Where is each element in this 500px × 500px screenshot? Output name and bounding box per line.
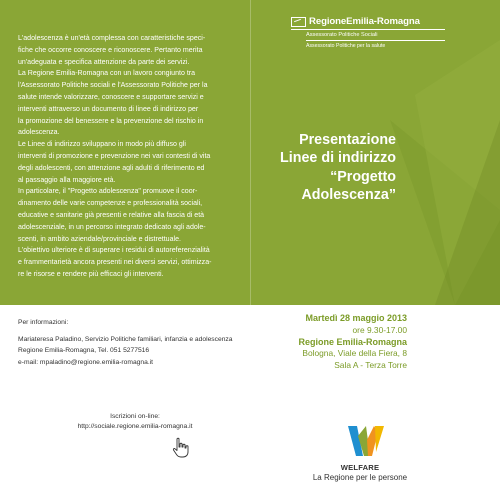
intro-line: La Regione Emilia-Romagna con un lavoro congiunto tra [18, 70, 196, 78]
logo-subtitle-social: Assessorato Politiche Sociali [306, 32, 378, 38]
intro-line: adolescenza. [18, 129, 60, 137]
contact-line: Regione Emilia-Romagna, Tel. 051 5277516 [18, 347, 150, 355]
intro-line: e frammentarietà ancora presenti nei diversi servizi, ottimizza- [18, 259, 212, 267]
intro-text [18, 33, 236, 281]
intro-line: fiche che occorre conoscere e riconoscere. Pertanto merita [18, 46, 203, 54]
intro-line: educative e sanitarie già presenti e relative alla fascia di età [18, 211, 205, 219]
intro-line: al passaggio alla maggiore età. [18, 176, 116, 184]
event-room: Sala A - Terza Torre [334, 360, 407, 371]
hand-cursor-icon [171, 437, 191, 459]
event-date: Martedì 28 maggio 2013 [305, 313, 407, 323]
welfare-name: WELFARE [340, 463, 380, 472]
intro-line: salute intende valorizzare, conoscere e supportare servizi e [18, 93, 204, 101]
signup-block [40, 412, 230, 432]
intro-line: Le Linee di indirizzo sviluppano in modo più diffuso gli [18, 141, 186, 149]
region-logo [291, 16, 471, 49]
region-logo-name: RegioneEmilia-Romagna [309, 16, 420, 27]
event-time: ore 9.30-17.00 [352, 324, 407, 335]
signup-label: Iscrizioni on-line: [110, 413, 160, 420]
intro-line: In particolare, il "Progetto adolescenza" promuove il coor- [18, 188, 198, 196]
intro-line: adolescenziale, in un percorso integrato dedicato agli adole- [18, 223, 206, 231]
title-line: Presentazione [299, 132, 396, 148]
contact-line: Mariateresa Paladino, Servizio Politiche familiari, infanzia e adolescenza [18, 335, 233, 343]
intro-line: interventi di promozione e prevenzione nei vari contesti di vita [18, 152, 211, 160]
intro-line: L'adolescenza è un'età complessa con caratteristiche speci- [18, 35, 206, 42]
intro-line: la promozione del benessere e la prevenzione del rischio in [18, 117, 204, 125]
region-logo-mark-icon [291, 17, 306, 27]
logo-subtitle-health: Assessorato Politiche per la salute [306, 43, 386, 49]
brochure-title [238, 131, 396, 205]
title-line: Adolescenza” [301, 187, 396, 204]
title-line: “Progetto [330, 168, 396, 185]
signup-link[interactable]: http://sociale.regione.emilia-romagna.it [77, 423, 193, 430]
intro-line: re le risorse e rendere più efficaci gli interventi. [18, 270, 164, 278]
intro-line: interventi attraverso un documento di linee di indirizzo per [18, 105, 199, 113]
intro-line: L'obiettivo ulteriore è di superare i residui di autoreferenzialità [18, 247, 210, 255]
intro-line: l'Assessorato Politiche sociali e l'Assessorato Politiche per la [18, 82, 208, 90]
intro-line: degli adolescenti, con attenzione agli adulti di riferimento ed [18, 164, 205, 172]
intro-line: un'adeguata e specifica attenzione da parte dei servizi. [18, 58, 190, 66]
logo-divider [291, 29, 445, 30]
contact-heading: Per informazioni: [18, 319, 69, 326]
logo-divider [306, 40, 445, 41]
intro-line: scenti, in ambito aziendale/provinciale e distrettuale. [18, 235, 181, 243]
event-address: Bologna, Viale della Fiera, 8 [302, 348, 407, 359]
welfare-w-logo-icon [348, 422, 384, 464]
event-organizer: Regione Emilia-Romagna [298, 336, 407, 347]
event-details [255, 313, 407, 372]
title-line: Linee di indirizzo [280, 150, 396, 167]
welfare-tagline: La Regione per le persone [312, 473, 408, 482]
contact-email[interactable]: e-mail: mpaladino@regione.emilia-romagna.it [18, 358, 154, 366]
contact-info [18, 317, 243, 368]
intro-line: dinamento delle varie competenze e professionalità sociali, [18, 200, 203, 208]
